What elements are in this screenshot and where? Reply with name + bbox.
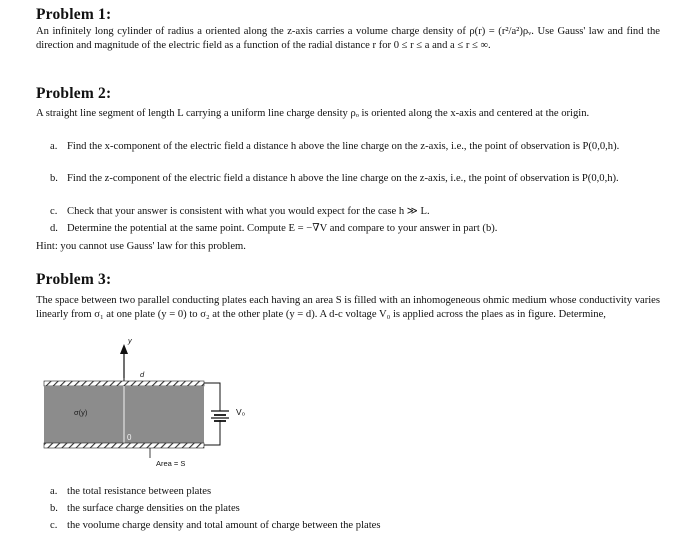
y-axis-label: y: [128, 336, 132, 345]
item-text: Find the z-component of the electric field a distance h above the line charge on the z-axis, i.e., the point of observation is P(0,0,h).: [67, 173, 619, 184]
item-label: d.: [50, 223, 58, 234]
item-label: b.: [50, 173, 58, 184]
item-label: a.: [50, 141, 58, 152]
top-plate: [44, 381, 204, 386]
item-label: a.: [50, 486, 58, 497]
item-text: Find the x-component of the electric field a distance h above the line charge on the z-axis, i.e., the point of observation is P(0,0,h).: [67, 141, 620, 152]
y-axis-arrowhead: [120, 344, 128, 354]
problem-3-heading: Problem 3:: [36, 271, 112, 288]
problem-1-heading: Problem 1:: [36, 6, 112, 23]
problem-1-text: An infinitely long cylinder of radius a oriented along the z-axis carries a volume charge density of ρ(r) = (r²/a²)ρᵥ. Use Gauss' law and find the direction and magnitude of the electric field as a function of the radial distance r for 0 ≤ r ≤ a and a ≤ r ≤ ∞.: [36, 26, 660, 51]
problem-2-heading: Problem 2:: [36, 85, 112, 102]
item-text: the voolume charge density and total amount of charge between the plates: [67, 520, 381, 531]
top-wire: [204, 383, 220, 411]
item-label: c.: [50, 206, 58, 217]
item-text: Determine the potential at the same point. Compute E = −∇V and compare to your answer in part (b).: [67, 223, 498, 234]
sigma-label: σ(y): [74, 408, 88, 417]
area-label: Area = S: [156, 459, 186, 468]
item-label: b.: [50, 503, 58, 514]
item-text: the total resistance between plates: [67, 486, 212, 497]
problem-2-hint: Hint: you cannot use Gauss' law for this problem.: [36, 241, 246, 252]
zero-label: 0: [127, 433, 132, 442]
problem-3-item-c: [50, 519, 660, 533]
bottom-plate: [44, 443, 204, 448]
problem-2-text: A straight line segment of length L carrying a uniform line charge density ρₒ is oriented along the x-axis and centered at the origin.: [36, 108, 590, 119]
item-text: Check that your answer is consistent with what you would expect for the case h ≫ L.: [67, 206, 430, 217]
voltage-label: V₀: [236, 407, 246, 417]
d-label: d: [140, 370, 145, 379]
item-label: c.: [50, 520, 58, 531]
problem-3-item-a: [50, 485, 660, 499]
problem-3-item-b: [50, 502, 660, 516]
problem-3-text: The space between two parallel conducting plates each having an area S is filled with an inhomogeneous ohmic medium whose conductivity varies linearly from σ₁ at one plate (y = 0) to σ₂ at the other plate (y = d). A d-c voltage V₀ is applied across the plaes as in figure. Determine,: [36, 295, 660, 320]
bottom-wire: [204, 420, 220, 445]
item-text: the surface charge densities on the plates: [67, 503, 240, 514]
